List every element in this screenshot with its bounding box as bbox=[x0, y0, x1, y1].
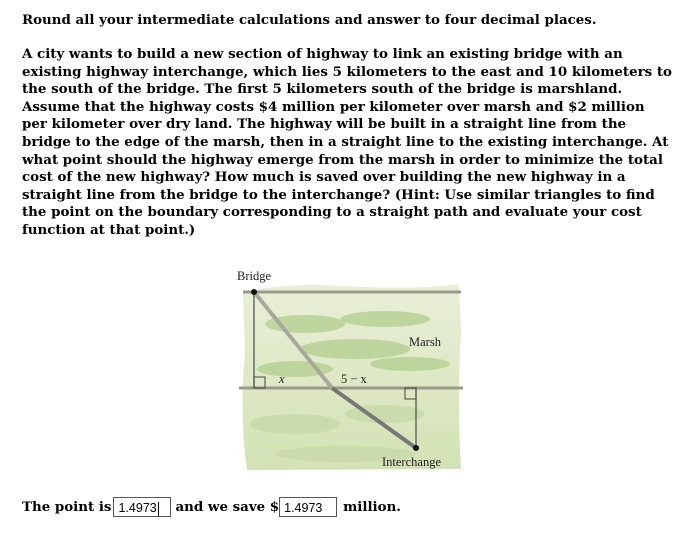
answer-suffix: million. bbox=[343, 499, 401, 515]
interchange-label: Interchange bbox=[382, 455, 441, 469]
point-answer-input[interactable] bbox=[113, 497, 171, 517]
bridge-point bbox=[251, 289, 257, 295]
highway-figure bbox=[235, 264, 467, 474]
five-minus-x-label: 5 − x bbox=[341, 372, 367, 386]
instructions-text: Round all your intermediate calculations and answer to four decimal places. bbox=[22, 12, 597, 28]
answer-middle: and we save $ bbox=[175, 499, 280, 515]
highway-diagram bbox=[235, 264, 467, 474]
marsh-label: Marsh bbox=[409, 335, 441, 349]
point-answer-value: 1.4973 bbox=[118, 501, 157, 515]
text-caret bbox=[158, 502, 159, 516]
answer-prefix: The point is bbox=[22, 499, 112, 515]
bridge-label: Bridge bbox=[237, 269, 272, 283]
answer-line bbox=[22, 497, 401, 517]
x-label: x bbox=[279, 372, 285, 386]
interchange-point bbox=[413, 445, 419, 451]
savings-answer-input[interactable]: 1.4973 bbox=[279, 497, 337, 517]
problem-text: A city wants to build a new section of highway to link an existing bridge with an existing highway interchange, which lies 5 kilometers to the east and 10 kilometers to the south of the bridge. The first 5 kilometers south of the bridge is marshland. Assume that the highway costs $4 million per kilometer over marsh and $2 million per kilometer over dry land. The highway will be built in a straight line from the bridge to the edge of the marsh, then in a straight line to the existing interchange. At what point should the highway emerge from the marsh in order to minimize the total cost of the new highway? How much is saved over building the new highway in a straight line from the bridge to the interchange? (Hint: Use similar triangles to find the point on the boundary corresponding to a straight path and evaluate your cost function at that point.) bbox=[22, 46, 672, 238]
